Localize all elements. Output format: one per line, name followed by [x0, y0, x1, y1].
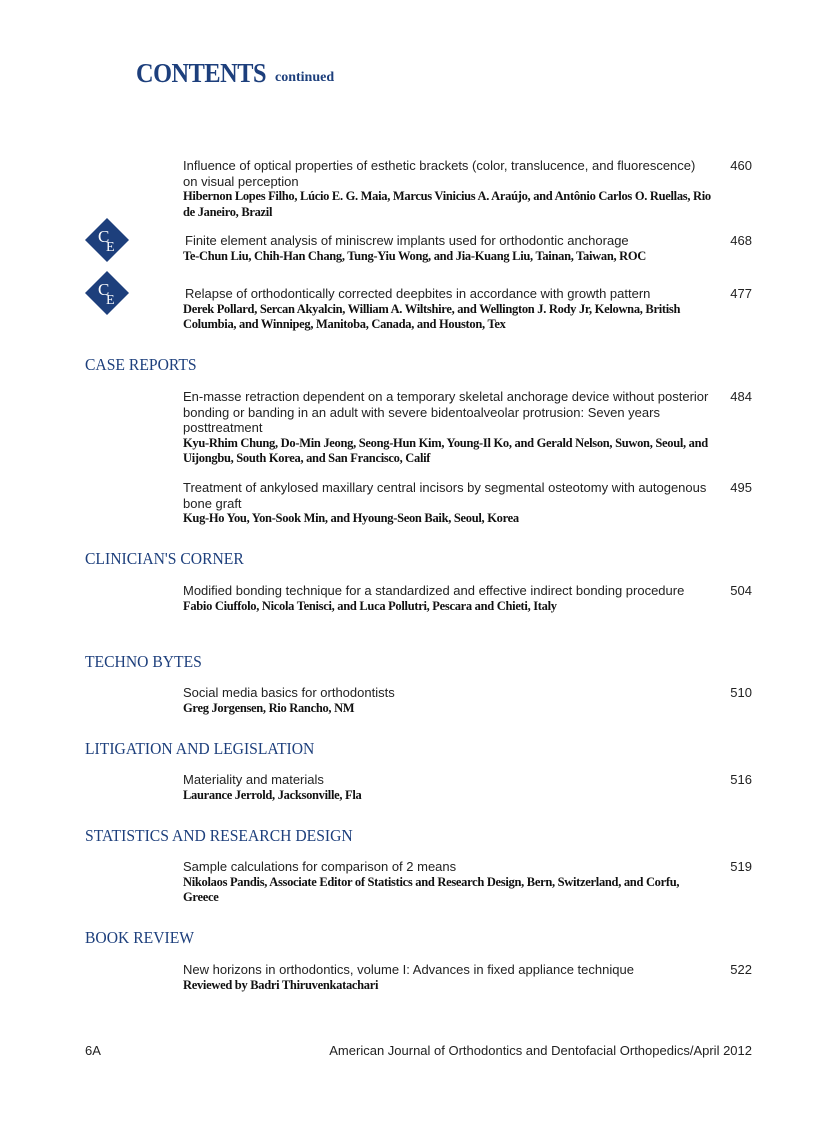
ce-credit-icon — [85, 271, 129, 315]
article-title[interactable]: En-masse retraction dependent on a temporary skeletal anchorage device without posterior bonding or banding in an adult with severe bidentoalveolar protrusion: Seven years posttreatment — [183, 389, 709, 435]
article-page-number: 468 — [730, 233, 752, 248]
article-title[interactable]: Sample calculations for comparison of 2 means — [183, 859, 457, 874]
article-authors: Kug-Ho You, Yon-Sook Min, and Hyoung-Seon Baik, Seoul, Korea — [183, 511, 519, 525]
article-title[interactable]: Materiality and materials — [183, 772, 324, 787]
toc-entry[interactable] — [183, 158, 713, 220]
article-authors: Te-Chun Liu, Chih-Han Chang, Tung-Yiu Wong, and Jia-Kuang Liu, Tainan, Taiwan, ROC — [183, 248, 647, 263]
article-authors: Reviewed by Badri Thiruvenkatachari — [183, 977, 379, 992]
svg-text:E: E — [106, 240, 115, 255]
page-subtitle: continued — [275, 70, 335, 85]
toc-entry[interactable] — [183, 583, 713, 614]
section-heading-clinician-s-corner: CLINICIAN'S CORNER — [85, 549, 244, 568]
article-page-number: 460 — [730, 158, 752, 173]
section-heading-case-reports: CASE REPORTS — [85, 355, 197, 374]
article-title[interactable]: Influence of optical properties of esthetic brackets (color, translucence, and fluorescence) on visual perception — [183, 158, 696, 189]
article-page-number: 477 — [730, 286, 752, 301]
section-heading-techno-bytes: TECHNO BYTES — [85, 652, 202, 671]
article-title[interactable]: Social media basics for orthodontists — [183, 685, 395, 700]
toc-entry[interactable] — [183, 286, 713, 333]
article-page-number: 495 — [730, 480, 752, 495]
article-page-number: 519 — [730, 859, 752, 874]
toc-entry[interactable] — [183, 962, 713, 993]
article-page-number: 522 — [730, 962, 752, 977]
toc-entry[interactable] — [183, 772, 713, 803]
footer-page-number: 6A — [85, 1043, 101, 1058]
toc-entry[interactable] — [183, 685, 713, 716]
article-authors: Hibernon Lopes Filho, Lúcio E. G. Maia, Marcus Vinicius A. Araújo, and Antônio Carlos O. Ruellas, Rio de Janeiro, Brazil — [183, 189, 711, 219]
article-page-number: 484 — [730, 389, 752, 404]
article-title[interactable]: Relapse of orthodontically corrected deepbites in accordance with growth pattern — [185, 286, 651, 301]
svg-text:E: E — [106, 293, 115, 308]
svg-text:C: C — [98, 227, 110, 246]
article-authors: Derek Pollard, Sercan Akyalcin, William A. Wiltshire, and Wellington J. Rody Jr, Kelowna, British Columbia, and Winnipeg, Manitoba, Canada, and Houston, Tex — [183, 301, 681, 331]
article-authors: Greg Jorgensen, Rio Rancho, NM — [183, 700, 355, 715]
page-title: CONTENTS — [136, 58, 267, 88]
toc-entry[interactable] — [183, 859, 713, 906]
footer-journal: American Journal of Orthodontics and Dentofacial Orthopedics/April 2012 — [329, 1043, 752, 1058]
article-title[interactable]: New horizons in orthodontics, volume I: Advances in fixed appliance technique — [183, 962, 634, 977]
article-authors: Laurance Jerrold, Jacksonville, Fla — [183, 787, 362, 802]
toc-entry[interactable] — [183, 233, 713, 264]
article-title[interactable]: Modified bonding technique for a standardized and effective indirect bonding procedure — [183, 583, 685, 598]
article-authors: Nikolaos Pandis, Associate Editor of Statistics and Research Design, Bern, Switzerland, and Corfu, Greece — [183, 874, 680, 904]
article-authors: Kyu-Rhim Chung, Do-Min Jeong, Seong-Hun Kim, Young-Il Ko, and Gerald Nelson, Suwon, Seoul, and Uijongbu, South Korea, and San Francisco, Calif — [183, 435, 708, 465]
section-heading-book-review: BOOK REVIEW — [85, 928, 195, 947]
toc-entry[interactable] — [183, 389, 713, 467]
article-title[interactable]: Treatment of ankylosed maxillary central incisors by segmental osteotomy with autogenous bone graft — [183, 480, 707, 511]
section-heading-litigation-and-legislation: LITIGATION AND LEGISLATION — [85, 739, 315, 758]
article-page-number: 504 — [730, 583, 752, 598]
article-page-number: 510 — [730, 685, 752, 700]
article-title[interactable]: Finite element analysis of miniscrew implants used for orthodontic anchorage — [185, 233, 629, 248]
section-heading-statistics-and-research-design: STATISTICS AND RESEARCH DESIGN — [85, 826, 353, 845]
article-page-number: 516 — [730, 772, 752, 787]
article-authors: Fabio Ciuffolo, Nicola Tenisci, and Luca Pollutri, Pescara and Chieti, Italy — [183, 598, 557, 613]
ce-credit-icon — [85, 218, 129, 262]
toc-entry[interactable] — [183, 480, 713, 527]
svg-text:C: C — [98, 280, 110, 299]
